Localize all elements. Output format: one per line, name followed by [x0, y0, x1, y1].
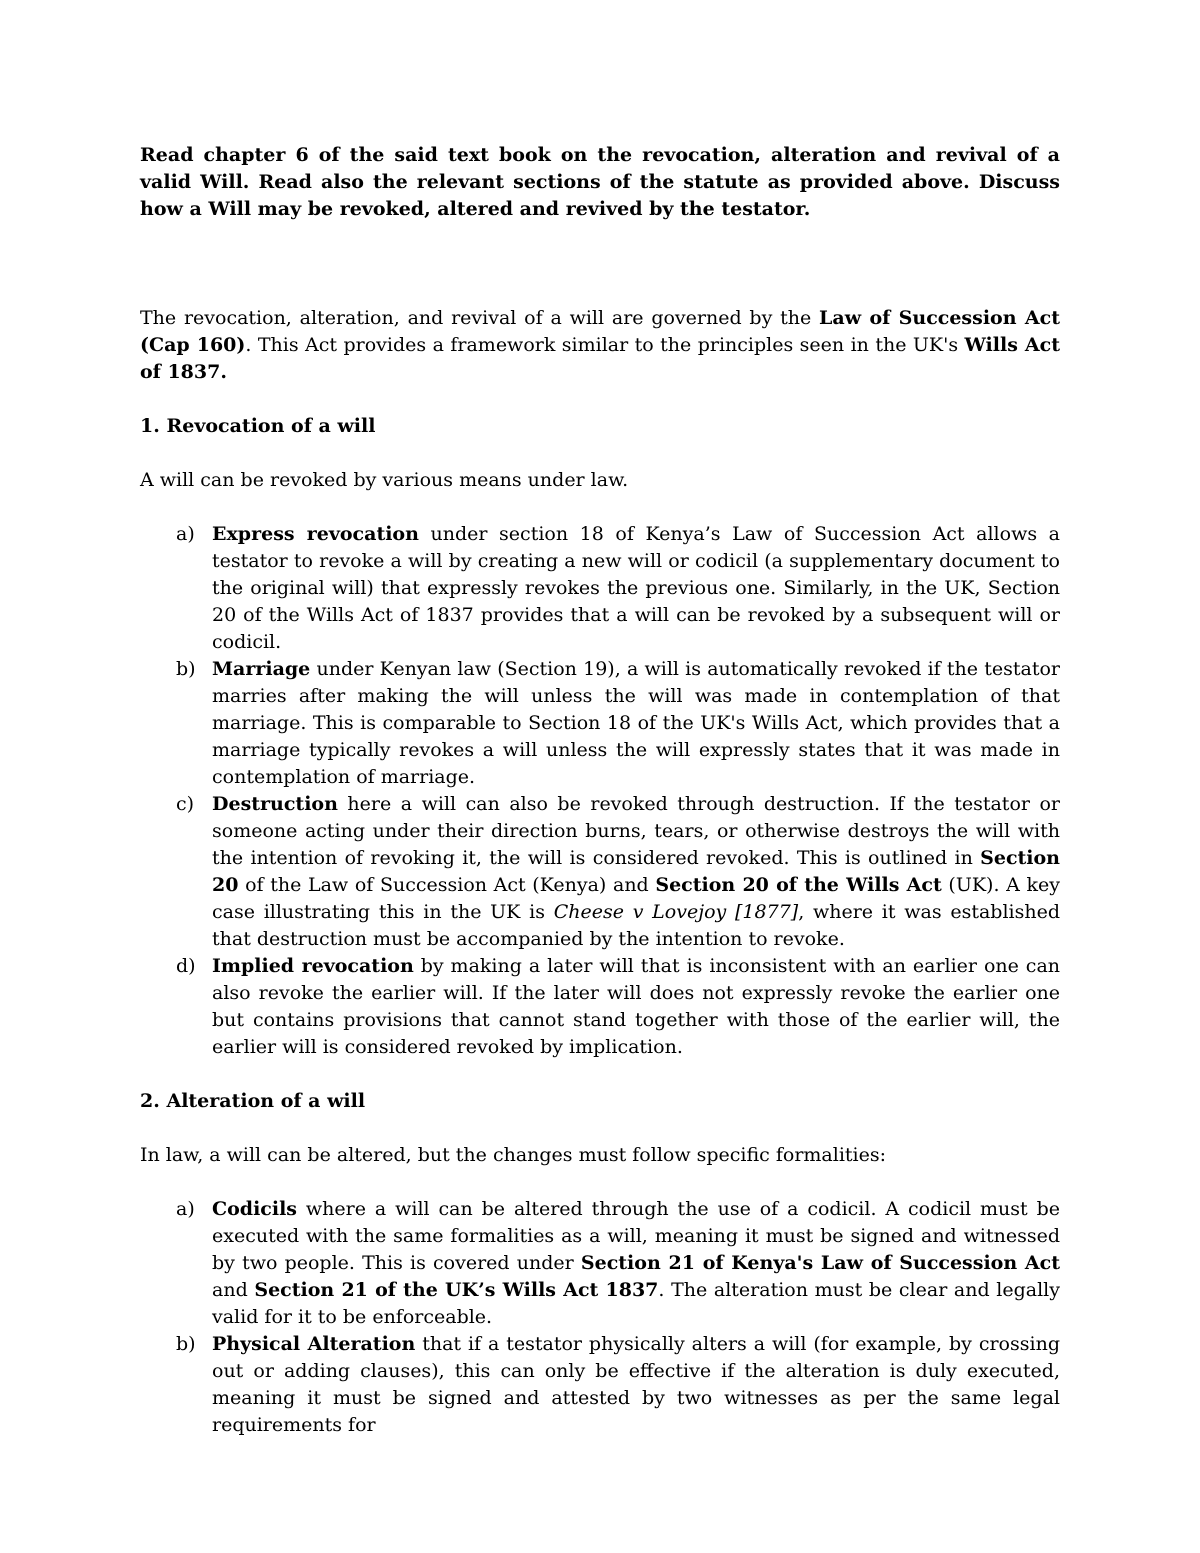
intro-text: . This Act provides a framework similar to the principles seen in the UK's: [245, 334, 965, 356]
intro-text: The revocation, alteration, and revival of a will are governed by the: [140, 307, 820, 329]
list-bold-ref: Section 21 of the UK’s Wills Act 1837: [254, 1279, 659, 1301]
list-text: of the Law of Succession Act (Kenya) and: [238, 874, 656, 896]
list-item: [140, 521, 1060, 656]
intro-paragraph: [140, 305, 1060, 386]
list-item: [140, 1196, 1060, 1331]
list-marker: b): [176, 658, 196, 680]
list-marker: d): [176, 955, 196, 977]
list-marker: b): [176, 1333, 196, 1355]
list-text: under Kenyan law (Section 19), a will is automatically revoked if the testator marries after making the will unless the will was made in contemplation of that marriage. This is comparable to Section 18 of the UK's Wills Act, which provides that a marriage typically revokes a will unless the will expressly states that it was made in contemplation of marriage.: [212, 658, 1060, 788]
list-text: that if a testator physically alters a will (for example, by crossing out or adding clauses), this can only be effective if the alteration is duly executed, meaning it must be signed and attested by two witnesses as per the same legal requirements for: [212, 1333, 1060, 1436]
intro-act-uk: Wills Act of 1837.: [140, 334, 1060, 383]
list-item: [140, 656, 1060, 791]
case-citation: Cheese v Lovejoy [1877]: [553, 901, 799, 923]
section-heading-alteration: 2. Alteration of a will: [140, 1090, 366, 1112]
list-text: , where it was established that destruction must be accompanied by the intention to revoke.: [212, 901, 1061, 950]
list-term: Codicils: [212, 1198, 297, 1220]
section-lead-alteration: In law, a will can be altered, but the changes must follow specific formalities:: [140, 1144, 887, 1166]
list-bold-ref: Section 20: [212, 847, 1060, 896]
assignment-prompt: Read chapter 6 of the said text book on the revocation, alteration and revival of a valid Will. Read also the relevant sections of the statute as provided above. Discuss how a Will may be revoked, altered and revived by the testator.: [140, 144, 1060, 220]
list-bold-ref: Section 21 of Kenya's Law of Succession Act: [580, 1252, 1060, 1274]
list-marker: c): [176, 793, 195, 815]
document-page: [140, 142, 1060, 1466]
intro-act-kenya: Law of Succession Act (Cap 160): [140, 307, 1060, 356]
revocation-list: [140, 521, 1060, 1061]
list-marker: a): [176, 1198, 195, 1220]
list-term: Physical Alteration: [212, 1333, 416, 1355]
list-item: [140, 791, 1060, 953]
list-text: under section 18 of Kenya’s Law of Succession Act allows a testator to revoke a will by creating a new will or codicil (a supplementary document to the original will) that expressly revokes the previous one. Similarly, in the UK, Section 20 of the Wills Act of 1837 provides that a will can be revoked by a subsequent will or codicil.: [212, 523, 1060, 653]
list-text: and: [212, 1279, 255, 1301]
list-item: [140, 1331, 1060, 1439]
list-text: . The alteration must be clear and legally valid for it to be enforceable.: [212, 1279, 1060, 1328]
list-term: Express revocation: [212, 523, 419, 545]
list-item: [140, 953, 1060, 1061]
list-term: Implied revocation: [212, 955, 414, 977]
section-lead-revocation: A will can be revoked by various means under law.: [140, 469, 629, 491]
list-term: Marriage: [212, 658, 311, 680]
list-marker: a): [176, 523, 195, 545]
list-text: by making a later will that is inconsistent with an earlier one can also revoke the earlier will. If the later will does not expressly revoke the earlier one but contains provisions that cannot stand together with those of the earlier will, the earlier will is considered revoked by implication.: [212, 955, 1061, 1058]
list-bold-ref: Section 20 of the Wills Act: [655, 874, 942, 896]
section-heading-revocation: 1. Revocation of a will: [140, 415, 376, 437]
alteration-list: [140, 1196, 1060, 1439]
list-text: (UK). A key case illustrating this in the UK is: [212, 874, 1060, 923]
list-text: where a will can be altered through the use of a codicil. A codicil must be executed with the same formalities as a will, meaning it must be signed and witnessed by two people. This is covered under: [212, 1198, 1060, 1274]
list-text: here a will can also be revoked through destruction. If the testator or someone acting under their direction burns, tears, or otherwise destroys the will with the intention of revoking it, the will is considered revoked. This is outlined in: [212, 793, 1060, 869]
list-term: Destruction: [212, 793, 338, 815]
